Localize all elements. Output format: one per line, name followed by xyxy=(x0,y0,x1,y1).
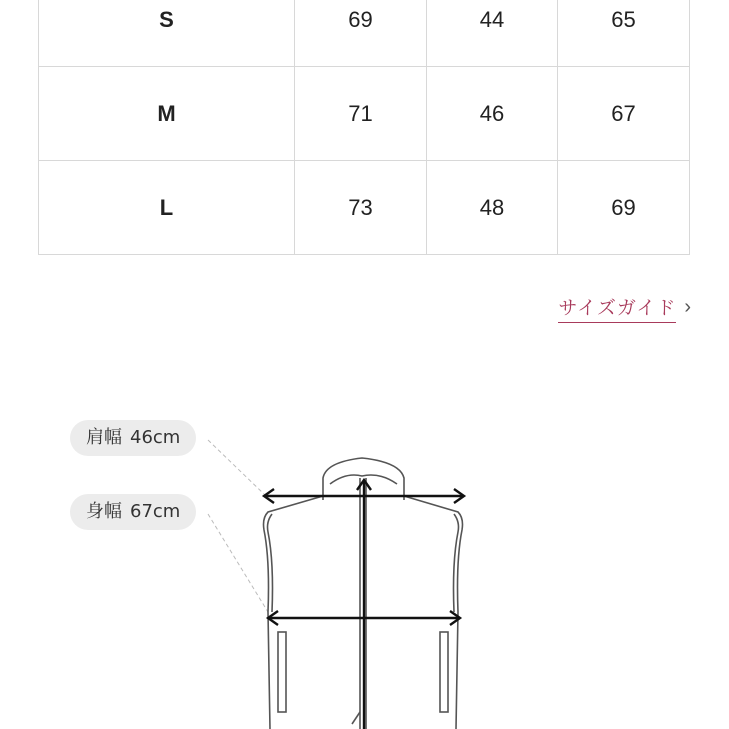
size-cell: L xyxy=(39,161,295,255)
value-cell: 69 xyxy=(295,0,427,67)
shoulder-width-label xyxy=(70,420,196,456)
body-width-label xyxy=(70,494,196,530)
value-cell: 46 xyxy=(427,67,558,161)
body-leader-line xyxy=(208,514,268,612)
value-cell: 71 xyxy=(295,67,427,161)
shoulder-value-text: 46cm xyxy=(130,427,181,448)
value-cell: 48 xyxy=(427,161,558,255)
measurement-arrows xyxy=(264,480,464,729)
body-width-value-text: 67cm xyxy=(130,501,181,522)
body-width-label-text: 身幅 xyxy=(86,501,122,522)
shoulder-label-text: 肩幅 xyxy=(86,427,122,448)
value-cell: 73 xyxy=(295,161,427,255)
value-cell: 67 xyxy=(558,67,690,161)
value-cell: 44 xyxy=(427,0,558,67)
chevron-right-icon: › xyxy=(684,295,691,318)
size-cell: M xyxy=(39,67,295,161)
shoulder-leader-line xyxy=(208,440,266,496)
size-guide-label: サイズガイド xyxy=(558,293,676,323)
value-cell: 65 xyxy=(558,0,690,67)
value-cell: 69 xyxy=(558,161,690,255)
size-cell: S xyxy=(39,0,295,67)
